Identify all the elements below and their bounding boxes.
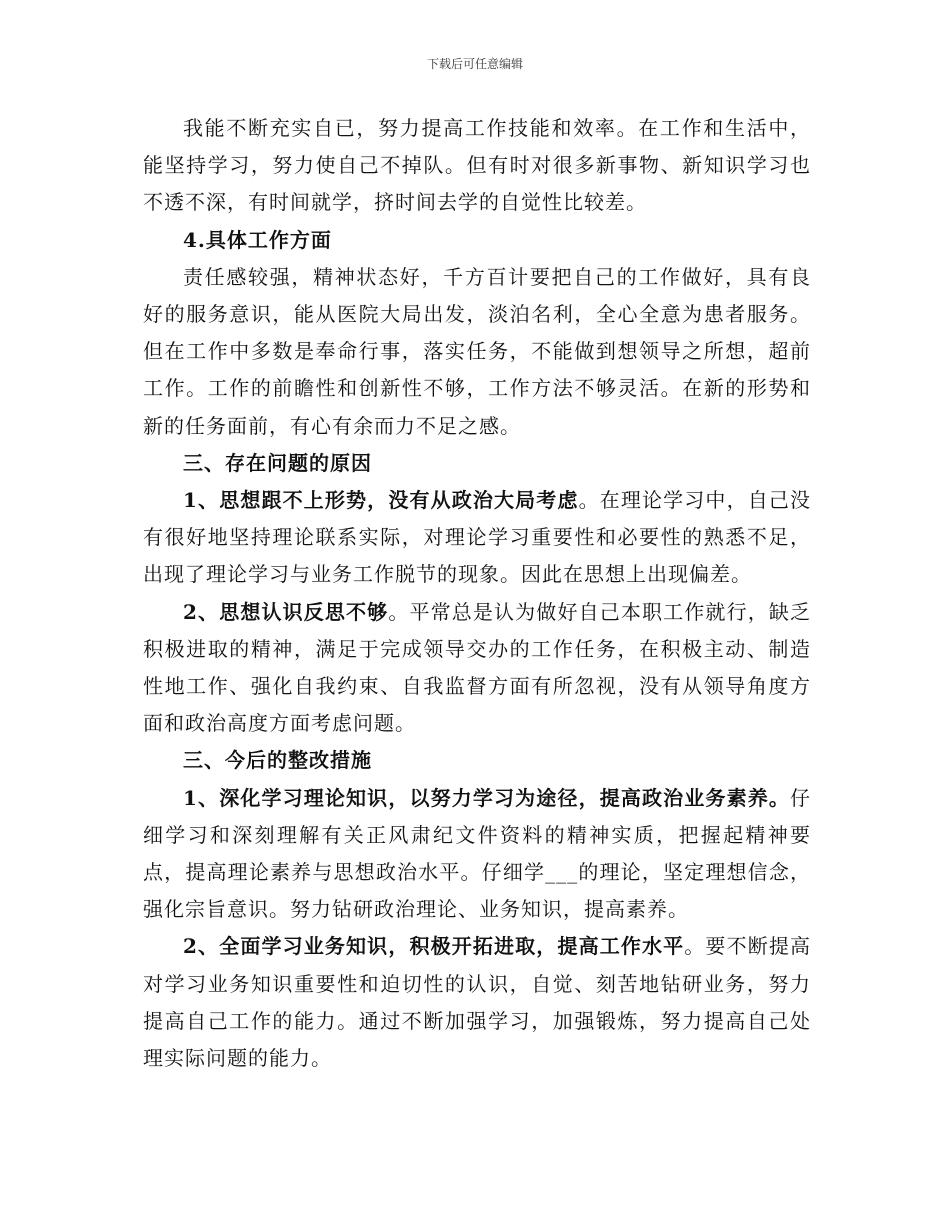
measure-1-title: 1、深化学习理论知识，以努力学习为途径，提高政治业务素养。 [183, 785, 790, 810]
cause-1-title: 1、思想跟不上形势，没有从政治大局考虑 [183, 488, 579, 513]
cause-2-title: 2、思想认识反思不够 [183, 599, 389, 624]
section-heading-problem-causes: 三、存在问题的原因 [183, 450, 372, 475]
measure-2-title: 2、全面学习业务知识，积极开拓进取，提高工作水平 [183, 934, 685, 959]
paragraph-responsibility: 责任感较强，精神状态好，千方百计要把自己的工作做好，具有良好的服务意识，能从医院大局出发，淡泊名利，全心全意为患者服务。但在工作中多数是奉命行事，落实任务，不能做到想领导之所想，超前工作。工作的前瞻性和创新性不够，工作方法不够灵活。在新的形势和新的任务面前，有心有余而力不足之感。 [143, 264, 811, 438]
cause-1-text: 。在理论学习中，自己没有很好地坚持理论联系实际，对理论学习重要性和必要性的熟悉不足，出现了理论学习与业务工作脱节的现象。因此在思想上出现偏差。 [143, 488, 811, 587]
measure-2-text: 。要不断提高对学习业务知识重要性和迫切性的认识，自觉、刻苦地钻研业务，努力提高自己工作的能力。通过不断加强学习，加强锻炼，努力提高自己处理实际问题的能力。 [143, 934, 811, 1071]
cause-2-text: 。平常总是认为做好自己本职工作就行，缺乏积极进取的精神，满足于完成领导交办的工作任务，在积极主动、制造性地工作、强化自我约束、自我监督方面有所忽视，没有从领导角度方面和政治高度方面考虑问题。 [143, 599, 811, 736]
page-header: 下载后可任意编辑 [426, 57, 523, 71]
section-heading-rectification: 三、今后的整改措施 [183, 748, 372, 773]
paragraph-measure-1 [143, 780, 811, 929]
measure-1-text: 仔细学习和深刻理解有关正风肃纪文件资料的精神实质，把握起精神要点，提高理论素养与思想政治水平。仔细学___的理论，坚定理想信念，强化宗旨意识。努力钻研政治理论、业务知识，提高素养。 [143, 785, 811, 922]
paragraph-cause-1 [143, 482, 811, 594]
paragraph-self-study: 我能不断充实自已，努力提高工作技能和效率。在工作和生活中，能坚持学习，努力使自己不掉队。但有时对很多新事物、新知识学习也不透不深，有时间就学，挤时间去学的自觉性比较差。 [143, 116, 811, 215]
section-heading-specific-work: 4.具体工作方面 [183, 227, 332, 252]
paragraph-cause-2 [143, 594, 811, 743]
paragraph-measure-2 [143, 928, 811, 1077]
document-body [143, 110, 811, 1077]
